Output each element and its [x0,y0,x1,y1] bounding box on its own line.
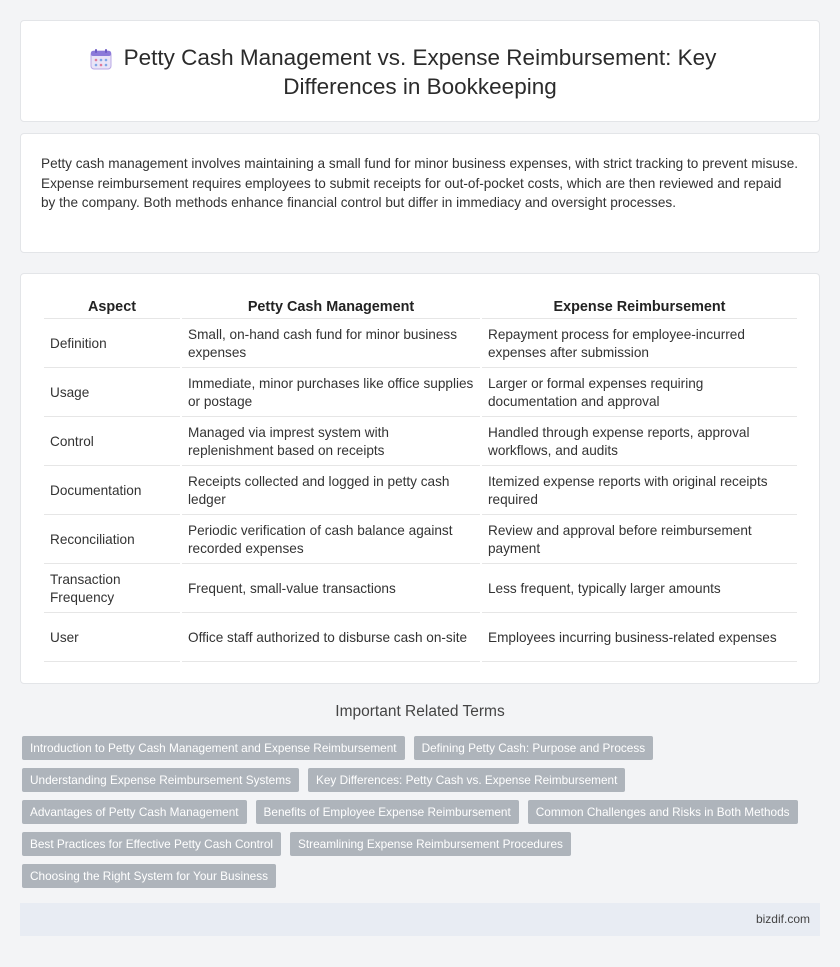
intro-card [20,133,820,253]
row-expense-reimbursement: Itemized expense reports with original receipts required [482,468,797,515]
row-petty-cash: Managed via imprest system with replenishment based on receipts [182,419,480,466]
table-header-row [44,296,797,319]
row-expense-reimbursement: Repayment process for employee-incurred expenses after submission [482,321,797,368]
related-term-tag[interactable]: Choosing the Right System for Your Business [22,864,276,888]
related-term-tag[interactable]: Common Challenges and Risks in Both Methods [528,800,798,824]
related-terms-list [22,736,812,896]
related-term-tag[interactable]: Understanding Expense Reimbursement Systems [22,768,299,792]
comparison-table [42,294,799,664]
footer-brand[interactable]: bizdif.com [755,912,810,926]
related-term-tag[interactable]: Introduction to Petty Cash Management and Expense Reimbursement [22,736,405,760]
row-expense-reimbursement: Employees incurring business-related expenses [482,615,797,662]
row-aspect: Transaction Frequency [44,566,180,613]
row-aspect: Documentation [44,468,180,515]
related-term-tag[interactable]: Streamlining Expense Reimbursement Procedures [290,832,571,856]
row-petty-cash: Receipts collected and logged in petty cash ledger [182,468,480,515]
related-term-tag[interactable]: Benefits of Employee Expense Reimbursement [256,800,519,824]
row-expense-reimbursement: Less frequent, typically larger amounts [482,566,797,613]
table-row [44,566,797,613]
related-term-tag[interactable]: Advantages of Petty Cash Management [22,800,247,824]
row-expense-reimbursement: Handled through expense reports, approval workflows, and audits [482,419,797,466]
table-row [44,468,797,515]
page-title: Petty Cash Management vs. Expense Reimbursement: Key Differences in Bookkeeping [123,45,717,99]
table-row [44,370,797,417]
row-expense-reimbursement: Larger or formal expenses requiring documentation and approval [482,370,797,417]
table-row [44,615,797,662]
header-petty-cash: Petty Cash Management [182,296,480,319]
row-petty-cash: Office staff authorized to disburse cash on-site [182,615,480,662]
footer [20,903,820,936]
table-row [44,419,797,466]
row-petty-cash: Periodic verification of cash balance against recorded expenses [182,517,480,564]
header-aspect: Aspect [44,296,180,319]
related-term-tag[interactable]: Best Practices for Effective Petty Cash Control [22,832,281,856]
comparison-card [20,273,820,684]
intro-paragraph: Petty cash management involves maintaining a small fund for minor business expenses, with strict tracking to prevent misuse. Expense reimbursement requires employees to submit receipts for out-of-pocket costs, which are then reviewed and repaid by the company. Both methods enhance financial control but differ in immediacy and oversight processes. [41,156,799,210]
row-aspect: Reconciliation [44,517,180,564]
related-term-tag[interactable]: Key Differences: Petty Cash vs. Expense Reimbursement [308,768,625,792]
related-term-tag[interactable]: Defining Petty Cash: Purpose and Process [414,736,654,760]
table-row [44,517,797,564]
row-aspect: Definition [44,321,180,368]
row-aspect: Usage [44,370,180,417]
row-petty-cash: Small, on-hand cash fund for minor business expenses [182,321,480,368]
table-row [44,321,797,368]
row-petty-cash: Immediate, minor purchases like office supplies or postage [182,370,480,417]
row-expense-reimbursement: Review and approval before reimbursement payment [482,517,797,564]
row-petty-cash: Frequent, small-value transactions [182,566,480,613]
row-aspect: User [44,615,180,662]
header-card [20,20,820,122]
related-terms-title: Important Related Terms [335,703,505,720]
header-expense-reimbursement: Expense Reimbursement [482,296,797,319]
row-aspect: Control [44,419,180,466]
